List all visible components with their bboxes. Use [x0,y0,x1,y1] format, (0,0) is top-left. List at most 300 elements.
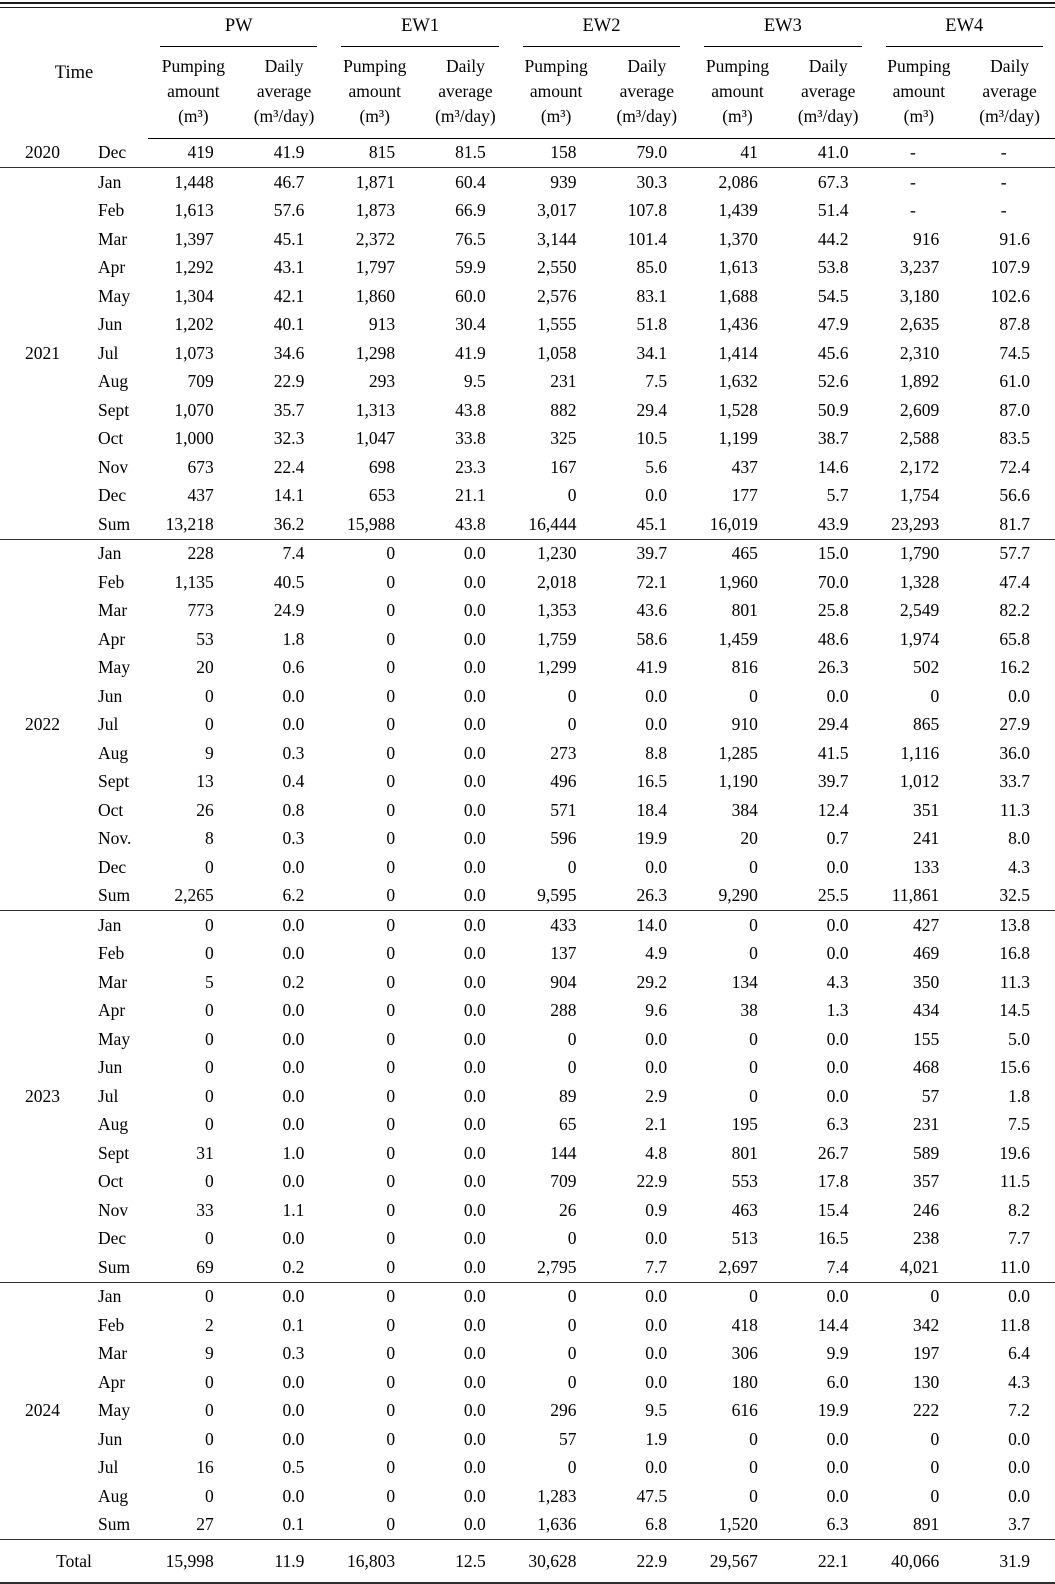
value-cell: 296 [550,1400,577,1421]
value-cell: 3,237 [899,257,940,278]
value-cell: 9 [204,1343,214,1364]
value-cell: 0.0 [826,685,849,706]
value-cell: 18.4 [636,799,668,820]
group-header-pw [148,8,329,47]
value-cell: 433 [511,911,602,940]
value-cell: 698 [368,456,396,477]
month-cell: Nov [98,1199,129,1220]
group-label-ew2: EW2 [523,8,680,47]
value-cell: 195 [731,1114,758,1135]
table-row [0,1425,1055,1454]
value-cell: 222 [912,1400,940,1421]
value-cell: 14.6 [817,456,849,477]
value-cell: 2,795 [537,1256,577,1277]
value-cell: 463 [731,1199,758,1220]
value-cell: 61.0 [999,371,1030,392]
table-row [0,711,1055,740]
value-cell: 8.0 [1008,828,1030,849]
value-cell: 48.6 [817,628,849,649]
value-cell: 1,000 [174,428,214,449]
value-cell: 1,047 [355,428,396,449]
value-cell: 1,414 [718,342,758,363]
value-cell: 0 [567,1228,577,1249]
value-cell: 14.5 [999,1000,1030,1021]
value-cell: 1,974 [899,628,940,649]
value-cell: 0 [148,911,239,940]
value-cell: 0 [386,1485,396,1506]
value-cell: 0 [386,600,396,621]
value-cell: 596 [550,828,577,849]
value-cell: 1,230 [511,539,602,568]
value-cell: 5 [204,971,214,992]
value-cell: 1,012 [899,771,940,792]
value-cell: 14.4 [817,1314,849,1335]
value-cell: 11.8 [1000,1314,1030,1335]
value-cell: 0 [749,1428,758,1449]
value-cell: 43.8 [455,513,486,534]
value-cell: 1,328 [899,571,940,592]
value-cell: 11.0 [1000,1256,1030,1277]
value-cell: 468 [912,1057,940,1078]
value-cell: 0.0 [645,714,668,735]
value-cell: 19.6 [999,1142,1030,1163]
value-cell: 23,293 [891,513,940,534]
value-cell: 87.0 [999,399,1030,420]
value-cell: 0 [930,685,940,706]
subheader-ew3-pumping: Pumping amount (m³) [692,47,783,138]
value-cell: 1,436 [718,314,758,335]
value-cell: 50.9 [817,399,849,420]
value-cell: 0 [386,1142,396,1163]
value-cell: 4.3 [826,971,849,992]
value-cell: 1,459 [718,628,758,649]
value-cell: 20 [740,828,758,849]
pumping-data-table [0,8,1055,1584]
value-cell: 25.8 [817,600,849,621]
value-cell: 0.0 [1008,1485,1030,1506]
value-cell: 0.0 [463,1199,486,1220]
month-cell: Mar [98,971,128,992]
value-cell: 0.7 [826,828,849,849]
month-cell: Sept [98,771,130,792]
value-cell: 0 [567,856,577,877]
value-cell: 0.0 [463,1171,486,1192]
table-row [0,1282,1055,1311]
value-cell: 437 [731,456,758,477]
value-cell: 9.9 [826,1343,849,1364]
value-cell: 1,353 [537,600,577,621]
value-cell: 7.5 [645,371,668,392]
value-cell: 273 [550,742,577,763]
value-cell: 0.0 [282,1114,305,1135]
table-row [0,1225,1055,1254]
month-cell: Oct [98,1171,124,1192]
value-cell: 0.0 [783,911,874,940]
value-cell: 0 [567,1028,577,1049]
value-cell: 0 [204,1485,214,1506]
value-cell: 351 [912,799,940,820]
value-cell: 1,873 [355,200,396,221]
value-cell: 0 [930,1485,940,1506]
value-cell: 0 [930,1457,940,1478]
value-cell: 9.5 [645,1400,668,1421]
group-header-row [0,8,1055,47]
value-cell: 47.5 [636,1485,668,1506]
value-cell: 0 [567,714,577,735]
value-cell: 0.0 [282,1028,305,1049]
table-row [0,482,1055,511]
value-cell: 4.3 [1008,1371,1030,1392]
table-row [0,197,1055,226]
value-cell: 91.6 [999,228,1030,249]
value-cell: 2,086 [692,168,783,197]
value-cell: 0.0 [282,1485,305,1506]
value-cell: 0 [567,485,577,506]
value-cell: 465 [692,539,783,568]
value-cell: 16.2 [999,657,1030,678]
value-cell: 0.1 [282,1314,305,1335]
value-cell: 0.0 [1008,1428,1030,1449]
month-cell: Mar [98,228,128,249]
value-cell: 1,754 [899,485,940,506]
value-cell: 2,588 [899,428,940,449]
value-cell: 2,697 [718,1256,758,1277]
value-cell: 325 [550,428,577,449]
value-cell: 85.0 [636,257,668,278]
value-cell: 434 [912,1000,940,1021]
value-cell: 101.4 [627,228,668,249]
value-cell: 82.2 [999,600,1030,621]
value-cell: 0.0 [463,1457,486,1478]
value-cell: 7.4 [826,1256,849,1277]
value-cell: 33.8 [455,428,486,449]
value-cell: 7.7 [645,1256,668,1277]
value-cell: 913 [368,314,396,335]
value-cell: 502 [912,657,940,678]
value-cell: 1,892 [899,371,940,392]
month-cell: Jul [98,1457,119,1478]
value-cell: 57.7 [964,539,1055,568]
value-cell: 54.5 [817,285,849,306]
value-cell: 34.1 [636,342,668,363]
value-cell: 0 [386,1171,396,1192]
value-cell: 6.4 [1008,1343,1030,1364]
total-value-cell: 29,567 [692,1540,783,1584]
value-cell: 5.7 [826,485,849,506]
table-row [0,282,1055,311]
value-cell: 0.0 [826,1428,849,1449]
value-cell: 34.6 [273,342,305,363]
value-cell: 0 [386,1514,396,1535]
value-cell: 47.4 [999,571,1030,592]
value-cell: 16 [196,1457,214,1478]
value-cell: 0.0 [645,485,668,506]
group-label-pw: PW [160,8,317,47]
value-cell: 0 [386,1028,396,1049]
value-cell: 589 [912,1142,940,1163]
value-cell: 238 [912,1228,940,1249]
month-cell: Aug [98,371,129,392]
value-cell: 39.7 [817,771,849,792]
value-cell: 41 [740,142,758,163]
table-row [0,968,1055,997]
total-value-cell: 30,628 [511,1540,602,1584]
value-cell: 16,444 [528,513,577,534]
value-cell: 0.0 [463,1057,486,1078]
value-cell: 9.6 [645,1000,668,1021]
value-cell: 816 [731,657,758,678]
value-cell: 1,632 [718,371,758,392]
value-cell: 42.1 [273,285,305,306]
value-cell: 0.0 [420,1282,511,1311]
value-cell: 0 [386,1371,396,1392]
value-cell: 7.7 [1008,1228,1030,1249]
table-row [0,225,1055,254]
value-cell: 0 [749,1485,758,1506]
value-cell: 2,372 [355,228,396,249]
subheader-ew3-daily: Daily average (m³/day) [783,47,874,138]
value-cell: 0.0 [463,943,486,964]
value-cell: 2,609 [899,399,940,420]
value-cell: 288 [550,1000,577,1021]
value-cell: 2,018 [537,571,577,592]
value-cell: 9.5 [463,371,486,392]
value-cell: 41.0 [817,142,849,163]
value-cell: 26 [196,799,214,820]
value-cell: 8.2 [1008,1199,1030,1220]
table-row [0,1082,1055,1111]
value-cell: 0 [567,685,577,706]
value-cell: 15.0 [783,539,874,568]
month-cell: Jun [98,685,123,706]
value-cell: 709 [187,371,214,392]
value-cell: 53 [196,628,214,649]
value-cell: 865 [912,714,940,735]
table-row [0,853,1055,882]
value-cell: 0.0 [783,1282,874,1311]
value-cell: 72.1 [636,571,668,592]
value-cell: 57 [921,1085,940,1106]
value-cell: 0 [386,571,396,592]
value-cell: 177 [731,485,758,506]
value-cell: 0.0 [282,1400,305,1421]
value-cell: 231 [912,1114,940,1135]
group-label-ew4: EW4 [886,8,1043,47]
table-row [0,138,1055,168]
value-cell: 5.6 [645,456,668,477]
month-cell: Apr [98,1000,126,1021]
table-row [0,1482,1055,1511]
value-cell: 0 [567,1343,577,1364]
value-cell: 36.0 [999,742,1030,763]
total-value-cell: 22.1 [783,1540,874,1584]
value-cell: 1,790 [874,539,965,568]
value-cell: 0 [386,1400,396,1421]
value-cell: 16.5 [636,771,668,792]
table-row [0,940,1055,969]
value-cell: 801 [731,1142,758,1163]
value-cell: 0 [386,657,396,678]
value-cell: 0.9 [645,1199,668,1220]
value-cell: 1.9 [645,1428,668,1449]
value-cell: 0 [386,1085,396,1106]
month-cell: Sept [98,399,130,420]
value-cell: 40.5 [273,571,305,592]
table-row [0,1139,1055,1168]
month-cell: May [98,1400,131,1421]
value-cell: 25.5 [817,885,849,906]
value-cell: 0.0 [1008,685,1030,706]
value-cell: 0.0 [463,856,486,877]
value-cell: 496 [550,771,577,792]
value-cell: 4.8 [645,1142,668,1163]
value-cell: 0 [204,1228,214,1249]
value-cell: 0.0 [463,1514,486,1535]
value-cell: 1,871 [329,168,420,197]
value-cell: 0.0 [463,1485,486,1506]
value-cell: 0 [386,1228,396,1249]
value-cell: 51.4 [817,200,849,221]
value-cell: 0.0 [826,856,849,877]
value-cell: 29.2 [636,971,668,992]
subheader-pw-daily: Daily average (m³/day) [239,47,330,138]
value-cell: 1,070 [174,399,214,420]
value-cell: 0 [204,1428,214,1449]
value-cell: - [874,168,965,197]
value-cell: 0 [749,1028,758,1049]
value-cell: 41.5 [817,742,849,763]
month-cell: Sept [98,1142,130,1163]
value-cell: 59.9 [455,257,486,278]
value-cell: 83.1 [636,285,668,306]
subheader-ew1-pumping: Pumping amount (m³) [329,47,420,138]
value-cell: 0 [692,911,783,940]
value-cell: 1,304 [174,285,214,306]
value-cell: 0 [204,1114,214,1135]
value-cell: 2.9 [645,1085,668,1106]
value-cell: 0.0 [645,1343,668,1364]
table-row [0,254,1055,283]
value-cell: 0.0 [282,1228,305,1249]
value-cell: 709 [550,1171,577,1192]
value-cell: 0 [386,943,396,964]
table-row [0,1111,1055,1140]
value-cell: 4.9 [645,943,668,964]
value-cell: 0.0 [282,685,305,706]
value-cell: 167 [550,456,577,477]
value-cell: 0 [204,856,214,877]
value-cell: 76.5 [455,228,486,249]
value-cell: 306 [731,1343,758,1364]
value-cell: 0 [329,1282,420,1311]
value-cell: 155 [912,1028,940,1049]
year-cell: 2021 [0,168,85,540]
value-cell: 801 [731,600,758,621]
value-cell: - [1000,142,1007,163]
table-row [0,168,1055,197]
value-cell: 0 [386,1114,396,1135]
value-cell: 40.1 [273,314,305,335]
value-cell: 70.0 [817,571,849,592]
value-cell: 0.1 [282,1514,305,1535]
value-cell: 26.3 [636,885,668,906]
value-cell: 29.4 [636,399,668,420]
value-cell: 6.3 [826,1114,849,1135]
value-cell: 0.0 [463,971,486,992]
subheader-ew2-daily: Daily average (m³/day) [601,47,692,138]
table-row [0,997,1055,1026]
value-cell: 0.0 [463,1400,486,1421]
value-cell: 1,636 [537,1514,577,1535]
value-cell: 0 [567,1371,577,1392]
value-cell: 8.8 [645,742,668,763]
group-header-ew2 [511,8,692,47]
value-cell: 0 [567,1457,577,1478]
month-cell: Aug [98,1114,129,1135]
value-cell: 0.0 [463,1314,486,1335]
value-cell: 81.5 [455,142,486,163]
value-cell: 43.6 [636,600,668,621]
value-cell: 904 [550,971,577,992]
total-value-cell: 40,066 [874,1540,965,1584]
value-cell: 0.0 [645,856,668,877]
table-row [0,1168,1055,1197]
month-cell: Oct [98,799,124,820]
value-cell: 0.0 [826,1085,849,1106]
value-cell: 6.0 [826,1371,849,1392]
value-cell: 0 [511,1282,602,1311]
value-cell: 13 [196,771,214,792]
total-value-cell: 15,998 [148,1540,239,1584]
value-cell: 0 [386,1199,396,1220]
value-cell: 1,285 [718,742,758,763]
value-cell: 0 [386,828,396,849]
subheader-row [0,47,1055,138]
value-cell: 0.2 [282,1256,305,1277]
value-cell: 0 [692,1282,783,1311]
group-label-ew3: EW3 [704,8,861,47]
value-cell: 0.0 [463,771,486,792]
value-cell: 2,549 [899,600,940,621]
value-cell: 1,313 [355,399,396,420]
table-row [0,911,1055,940]
value-cell: 0.3 [282,742,305,763]
value-cell: 15,988 [346,513,396,534]
value-cell: 0.0 [645,685,668,706]
value-cell: 0 [204,1371,214,1392]
value-cell: 60.4 [420,168,511,197]
total-row [0,1540,1055,1584]
value-cell: 0.0 [463,828,486,849]
table-row [0,396,1055,425]
value-cell: 0.0 [239,1282,330,1311]
value-cell: 882 [550,399,577,420]
value-cell: 616 [731,1400,758,1421]
value-cell: 231 [550,371,577,392]
value-cell: 0.3 [282,1343,305,1364]
value-cell: 47.9 [817,314,849,335]
value-cell: 16,019 [709,513,758,534]
value-cell: 0 [749,1057,758,1078]
value-cell: 0.0 [645,1371,668,1392]
value-cell: 0.0 [463,1343,486,1364]
month-cell: Dec [98,856,127,877]
value-cell: 180 [731,1371,758,1392]
month-cell: Sum [98,1256,131,1277]
table-row [0,1054,1055,1083]
value-cell: 1,960 [718,571,758,592]
month-cell: Apr [98,257,126,278]
